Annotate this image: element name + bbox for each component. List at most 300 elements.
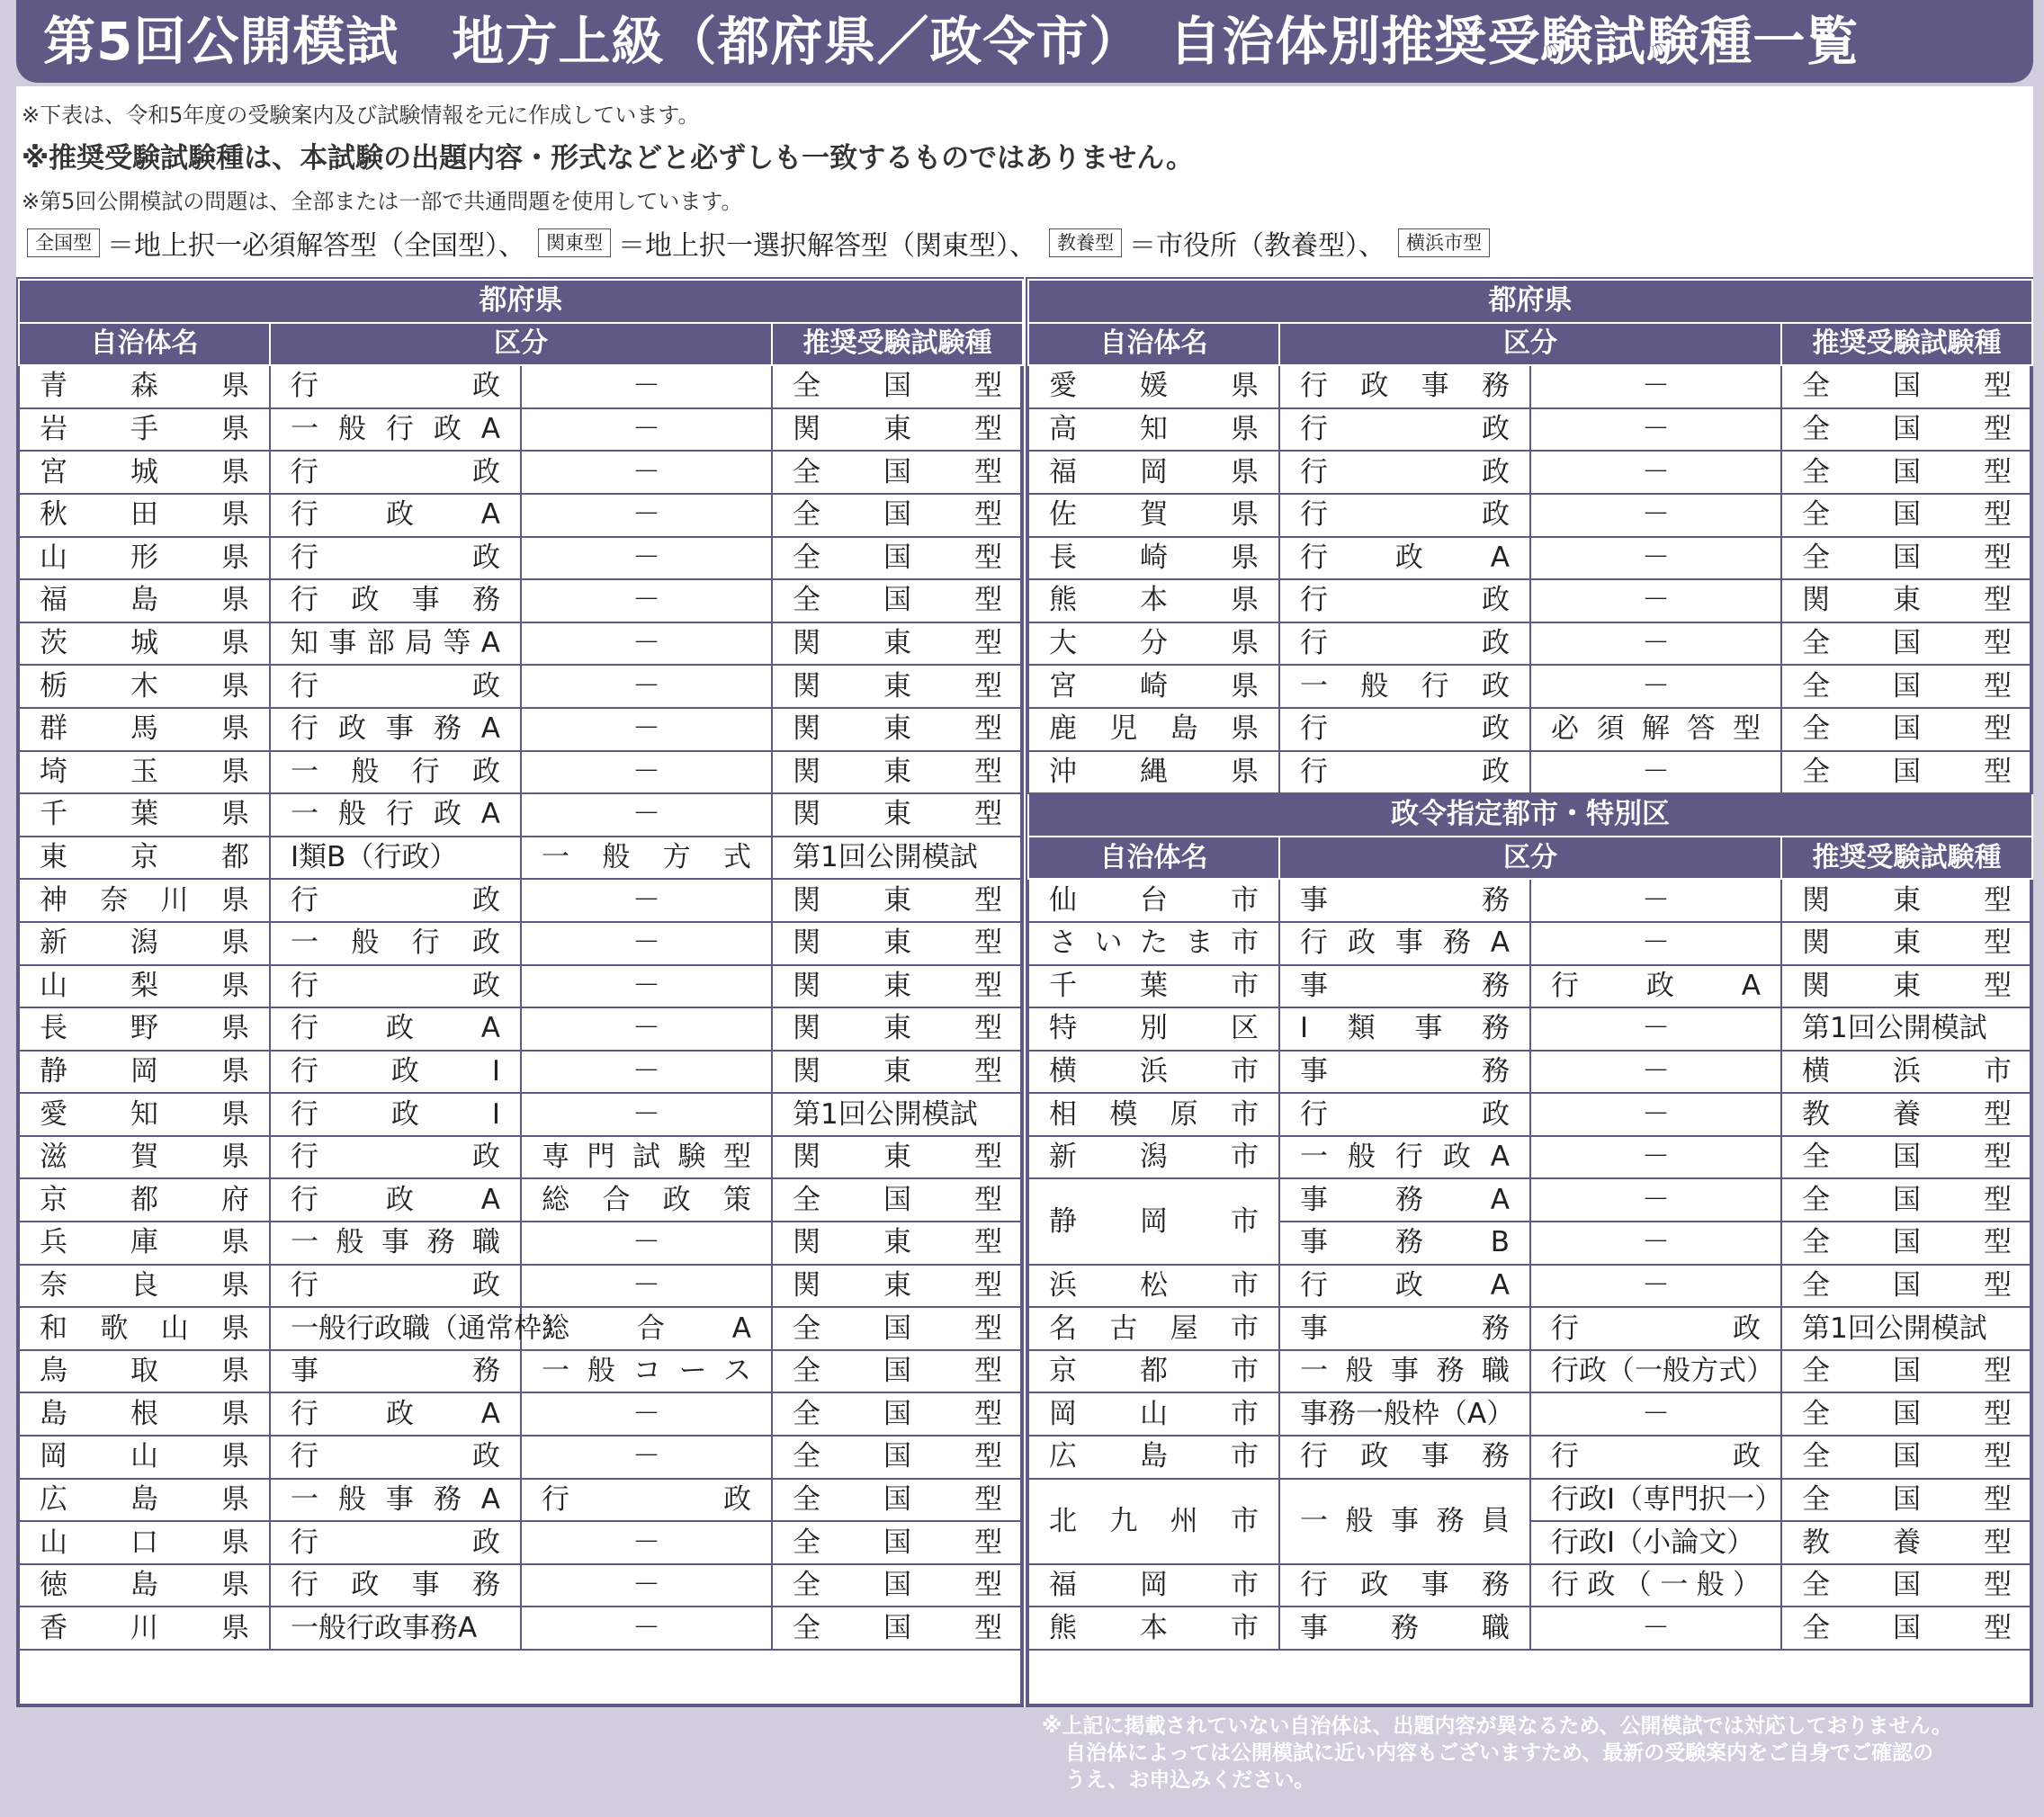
recommended-exam: 関東型 — [772, 1007, 1023, 1051]
division: 行政 — [270, 965, 521, 1008]
division-sub: － — [521, 451, 772, 494]
recommended-exam: 第1回公開模試 — [1781, 1307, 2032, 1350]
municipality-name: 新潟県 — [19, 922, 270, 965]
municipality-name: 島根県 — [19, 1392, 270, 1436]
division-sub: 行政A — [1530, 965, 1781, 1008]
recommended-exam: 関東型 — [772, 922, 1023, 965]
municipality-name: 和歌山県 — [19, 1307, 270, 1350]
recommended-exam: 関東型 — [772, 1265, 1023, 1308]
division: 行政 — [270, 537, 521, 580]
recommended-exam: 全国型 — [772, 1436, 1023, 1479]
municipality-name: 相模原市 — [1028, 1093, 1279, 1136]
division-sub: － — [521, 1392, 772, 1436]
division-sub: 行政Ⅰ（小論文） — [1530, 1521, 1781, 1564]
table-row — [19, 451, 1023, 494]
recommended-exam: 第1回公開模試 — [772, 1093, 1023, 1136]
division: 行政A — [270, 1007, 521, 1051]
table-row — [1028, 579, 2032, 622]
table-row — [1028, 1178, 2032, 1222]
division: 行政事務 — [1279, 1564, 1530, 1607]
table-row — [19, 1265, 1023, 1308]
division: 事務 — [1279, 1307, 1530, 1350]
division-sub: － — [1530, 494, 1781, 537]
col-header-recommended: 推奨受験試験種 — [772, 323, 1023, 366]
table-row — [1028, 1479, 2032, 1522]
table-row — [1028, 1564, 2032, 1607]
division: 行政 — [1279, 708, 1530, 751]
legend — [27, 223, 1497, 263]
table-row — [1028, 451, 2032, 494]
division-sub: － — [1530, 622, 1781, 666]
recommended-exam: 関東型 — [772, 1136, 1023, 1179]
table-row — [19, 1521, 1023, 1564]
division: 行政 — [1279, 494, 1530, 537]
table-row — [19, 879, 1023, 922]
municipality-name: 新潟市 — [1028, 1136, 1279, 1179]
division: 行政 — [1279, 1093, 1530, 1136]
table-row — [19, 922, 1023, 965]
division: 一般行政A — [270, 408, 521, 452]
municipality-name: 宮城県 — [19, 451, 270, 494]
table-row — [19, 1307, 1023, 1350]
division: 行政事務 — [1279, 365, 1530, 408]
division: 行政 — [270, 451, 521, 494]
recommended-exam: 全国型 — [772, 1178, 1023, 1222]
recommended-exam: 関東型 — [772, 751, 1023, 794]
municipality-name: 愛知県 — [19, 1093, 270, 1136]
recommended-exam: 全国型 — [772, 1521, 1023, 1564]
recommended-exam: 関東型 — [1781, 965, 2032, 1008]
legend-text-kanto: ＝地上択一選択解答型（関東型）、 — [618, 230, 1036, 262]
municipality-name: 熊本県 — [1028, 579, 1279, 622]
table-row — [1028, 1350, 2032, 1393]
table-row — [1028, 1607, 2032, 1650]
municipality-name: 高知県 — [1028, 408, 1279, 452]
recommended-exam: 全国型 — [1781, 1392, 2032, 1436]
division-sub: － — [521, 751, 772, 794]
municipality-name: 浜松市 — [1028, 1265, 1279, 1308]
division-sub: － — [521, 708, 772, 751]
table-row — [1028, 1392, 2032, 1436]
recommended-exam: 全国型 — [1781, 1479, 2032, 1522]
recommended-exam: 全国型 — [772, 1350, 1023, 1393]
municipality-name: 大分県 — [1028, 622, 1279, 666]
recommended-exam: 関東型 — [772, 965, 1023, 1008]
division-sub: － — [521, 793, 772, 837]
division: 行政事務 — [1279, 1436, 1530, 1479]
table-row — [19, 1178, 1023, 1222]
division-sub: － — [1530, 1093, 1781, 1136]
municipality-name: 栃木県 — [19, 665, 270, 708]
table-row — [1028, 537, 2032, 580]
division: 行政事務 — [270, 1564, 521, 1607]
division-sub: － — [1530, 1007, 1781, 1051]
municipality-name: 仙台市 — [1028, 879, 1279, 922]
recommended-exam: 関東型 — [1781, 922, 2032, 965]
division: 一般行政A — [270, 793, 521, 837]
table-row — [19, 1136, 1023, 1179]
municipality-name: 岡山市 — [1028, 1392, 1279, 1436]
division: 一般事務職 — [1279, 1350, 1530, 1393]
municipality-name: 福島県 — [19, 579, 270, 622]
col-header-recommended-right: 推奨受験試験種 — [1781, 323, 2032, 366]
recommended-exam: 全国型 — [1781, 751, 2032, 794]
section-header-city: 政令指定都市・特別区 — [1028, 793, 2032, 837]
division: 事務B — [1279, 1222, 1530, 1265]
recommended-exam: 全国型 — [1781, 1564, 2032, 1607]
recommended-exam: 全国型 — [1781, 494, 2032, 537]
division: 一般行政職（通常枠） — [270, 1307, 521, 1350]
col-header-division-right: 区分 — [1279, 323, 1781, 366]
col-header-name: 自治体名 — [19, 323, 270, 366]
recommended-exam: 全国型 — [1781, 408, 2032, 452]
table-row — [1028, 1307, 2032, 1350]
division-sub: － — [1530, 1178, 1781, 1222]
col-header-name-city: 自治体名 — [1028, 837, 1279, 880]
table-row — [19, 793, 1023, 837]
table-row — [19, 1222, 1023, 1265]
municipality-name: 茨城県 — [19, 622, 270, 666]
table-row — [19, 837, 1023, 880]
recommended-exam: 教養型 — [1781, 1093, 2032, 1136]
division: 行政 — [1279, 622, 1530, 666]
municipality-name: 埼玉県 — [19, 751, 270, 794]
municipality-name: 長崎県 — [1028, 537, 1279, 580]
legend-text-kyoyo: ＝市役所（教養型）、 — [1129, 230, 1385, 262]
recommended-exam: 全国型 — [772, 365, 1023, 408]
division: 知事部局等A — [270, 622, 521, 666]
table-row — [19, 537, 1023, 580]
municipality-name: 徳島県 — [19, 1564, 270, 1607]
table-row — [19, 494, 1023, 537]
recommended-exam: 全国型 — [772, 494, 1023, 537]
division: 一般行政A — [1279, 1136, 1530, 1179]
table-row — [1028, 408, 2032, 452]
division-sub: － — [521, 922, 772, 965]
table-row — [1028, 494, 2032, 537]
division: 事務 — [1279, 879, 1530, 922]
table-row — [1028, 1093, 2032, 1136]
division: 行政 — [270, 1436, 521, 1479]
division-sub: － — [1530, 1607, 1781, 1650]
municipality-name: 山形県 — [19, 537, 270, 580]
municipality-name: 愛媛県 — [1028, 365, 1279, 408]
prefecture-table-left — [18, 279, 1024, 1651]
division: 一般行政事務A — [270, 1607, 521, 1650]
recommended-exam: 全国型 — [772, 1607, 1023, 1650]
division: 行政 — [270, 365, 521, 408]
table-row — [1028, 1436, 2032, 1479]
division: 行政 — [270, 879, 521, 922]
municipality-name: 北九州市 — [1028, 1479, 1279, 1564]
division: 一般行政 — [1279, 665, 1530, 708]
division: 事務 — [270, 1350, 521, 1393]
division: 行政A — [1279, 537, 1530, 580]
table-row — [19, 1564, 1023, 1607]
table-row — [1028, 708, 2032, 751]
recommended-exam: 関東型 — [772, 879, 1023, 922]
municipality-name: 群馬県 — [19, 708, 270, 751]
section-header-prefecture-right: 都府県 — [1028, 280, 2032, 323]
table-row — [19, 408, 1023, 452]
legend-box-yokohama: 横浜市型 — [1398, 228, 1490, 257]
table-row — [19, 1051, 1023, 1094]
table-row — [19, 1350, 1023, 1393]
recommended-exam: 全国型 — [772, 1392, 1023, 1436]
division-sub: － — [1530, 579, 1781, 622]
recommended-exam: 第1回公開模試 — [1781, 1007, 2032, 1051]
footer-line-1: ※上記に掲載されていない自治体は、出題内容が異なるため、公開模試では対応しておりません。 — [1042, 1714, 1952, 1738]
division-sub: － — [1530, 1136, 1781, 1179]
division-sub: － — [521, 1093, 772, 1136]
table-row — [1028, 365, 2032, 408]
municipality-name: 兵庫県 — [19, 1222, 270, 1265]
division: Ⅰ類B（行政） — [270, 837, 521, 880]
recommended-exam: 全国型 — [772, 537, 1023, 580]
division-sub: － — [521, 965, 772, 1008]
division-sub: 総合A — [521, 1307, 772, 1350]
recommended-exam: 全国型 — [1781, 622, 2032, 666]
table-row — [19, 1607, 1023, 1650]
table-row — [19, 1007, 1023, 1051]
table-row — [19, 708, 1023, 751]
recommended-exam: 関東型 — [1781, 579, 2032, 622]
recommended-exam: 関東型 — [772, 622, 1023, 666]
municipality-name: 千葉市 — [1028, 965, 1279, 1008]
municipality-name: 山梨県 — [19, 965, 270, 1008]
prefecture-city-table-right — [1027, 279, 2033, 1651]
division: 事務 — [1279, 965, 1530, 1008]
municipality-name: 福岡県 — [1028, 451, 1279, 494]
legend-box-kyoyo: 教養型 — [1049, 228, 1122, 257]
municipality-name: 千葉県 — [19, 793, 270, 837]
division-sub: 行政 — [521, 1479, 772, 1522]
division-sub: － — [1530, 751, 1781, 794]
municipality-name: 京都市 — [1028, 1350, 1279, 1393]
table-row — [1028, 665, 2032, 708]
municipality-name: 静岡県 — [19, 1051, 270, 1094]
municipality-name: 横浜市 — [1028, 1051, 1279, 1094]
recommended-exam: 全国型 — [1781, 537, 2032, 580]
division: 事務 — [1279, 1051, 1530, 1094]
division: 行政 — [1279, 579, 1530, 622]
municipality-name: 鳥取県 — [19, 1350, 270, 1393]
municipality-name: 広島市 — [1028, 1436, 1279, 1479]
municipality-name: 宮崎県 — [1028, 665, 1279, 708]
division-sub: － — [521, 1265, 772, 1308]
recommended-exam: 関東型 — [772, 708, 1023, 751]
division-sub: － — [1530, 1265, 1781, 1308]
division-sub: 総合政策 — [521, 1178, 772, 1222]
division-sub: 専門試験型 — [521, 1136, 772, 1179]
division-sub: － — [521, 665, 772, 708]
recommended-exam: 全国型 — [1781, 1222, 2032, 1265]
section-header-prefecture: 都府県 — [19, 280, 1023, 323]
division-sub: － — [1530, 408, 1781, 452]
col-header-division: 区分 — [270, 323, 772, 366]
municipality-name: 沖縄県 — [1028, 751, 1279, 794]
table-row — [19, 579, 1023, 622]
recommended-exam: 教養型 — [1781, 1521, 2032, 1564]
division-sub: 行政（一般） — [1530, 1564, 1781, 1607]
municipality-name: 福岡市 — [1028, 1564, 1279, 1607]
municipality-name: 東京都 — [19, 837, 270, 880]
municipality-name: 鹿児島県 — [1028, 708, 1279, 751]
recommended-exam: 関東型 — [772, 1051, 1023, 1094]
footer-line-2: 自治体によっては公開模試に近い内容もございますため、最新の受験案内をご自身でご確認の — [1065, 1741, 1934, 1765]
table-row — [1028, 751, 2032, 794]
division-sub: － — [521, 1564, 772, 1607]
division: 一般行政 — [270, 751, 521, 794]
division: 行政 — [270, 665, 521, 708]
table-row — [19, 665, 1023, 708]
municipality-name: さいたま市 — [1028, 922, 1279, 965]
division: 行政A — [270, 1392, 521, 1436]
division: 行政 — [1279, 451, 1530, 494]
recommended-exam: 全国型 — [1781, 665, 2032, 708]
division: 行政 — [1279, 408, 1530, 452]
division: 行政事務 — [270, 579, 521, 622]
recommended-exam: 全国型 — [1781, 365, 2032, 408]
legend-text-zenkoku: ＝地上択一必須解答型（全国型）、 — [107, 230, 525, 262]
table-row — [19, 751, 1023, 794]
division-sub: 行政 — [1530, 1307, 1781, 1350]
division: 行政 — [1279, 751, 1530, 794]
recommended-exam: 関東型 — [772, 408, 1023, 452]
footer-line-3: うえ、お申込みください。 — [1065, 1768, 1315, 1792]
recommended-exam: 全国型 — [1781, 1607, 2032, 1650]
division: 一般事務員 — [1279, 1479, 1530, 1564]
footer-note — [1042, 1713, 1952, 1794]
division-sub: 必須解答型 — [1530, 708, 1781, 751]
recommended-exam: 全国型 — [1781, 708, 2032, 751]
division-sub: － — [1530, 537, 1781, 580]
division-sub: － — [521, 408, 772, 452]
municipality-name: 岩手県 — [19, 408, 270, 452]
recommended-exam: 全国型 — [1781, 1436, 2032, 1479]
table-row — [1028, 922, 2032, 965]
division-sub: － — [521, 365, 772, 408]
recommended-exam: 全国型 — [772, 579, 1023, 622]
division-sub: 一般方式 — [521, 837, 772, 880]
division: 事務A — [1279, 1178, 1530, 1222]
table-row — [1028, 879, 2032, 922]
municipality-name: 静岡市 — [1028, 1178, 1279, 1264]
division: 行政 — [270, 1265, 521, 1308]
division-sub: － — [1530, 365, 1781, 408]
division: 行政A — [270, 1178, 521, 1222]
division-sub: － — [1530, 879, 1781, 922]
table-row — [19, 622, 1023, 666]
municipality-name: 長野県 — [19, 1007, 270, 1051]
division: 一般行政 — [270, 922, 521, 965]
table-row — [1028, 1051, 2032, 1094]
municipality-name: 熊本市 — [1028, 1607, 1279, 1650]
page-title: 第5回公開模試 地方上級（都府県／政令市） 自治体別推奨受験試験種一覧 — [16, 0, 2033, 83]
division: Ⅰ類事務 — [1279, 1007, 1530, 1051]
municipality-name: 佐賀県 — [1028, 494, 1279, 537]
municipality-name: 京都府 — [19, 1178, 270, 1222]
note-common-questions: ※第5回公開模試の問題は、全部または一部で共通問題を使用しています。 — [22, 189, 743, 214]
legend-box-zenkoku: 全国型 — [27, 228, 100, 257]
table-row — [19, 1479, 1023, 1522]
table-row — [1028, 965, 2032, 1008]
division-sub: － — [521, 1222, 772, 1265]
note-source: ※下表は、令和5年度の受験案内及び試験情報を元に作成しています。 — [22, 103, 700, 128]
municipality-name: 広島県 — [19, 1479, 270, 1522]
division-sub: － — [521, 1436, 772, 1479]
recommended-exam: 関東型 — [772, 793, 1023, 837]
division: 行政事務A — [270, 708, 521, 751]
municipality-name: 名古屋市 — [1028, 1307, 1279, 1350]
division: 事務一般枠（A） — [1279, 1392, 1530, 1436]
division: 行政Ⅰ — [270, 1051, 521, 1094]
division-sub: － — [521, 537, 772, 580]
division-sub: － — [521, 1521, 772, 1564]
division: 行政 — [270, 1136, 521, 1179]
division-sub: － — [521, 579, 772, 622]
division-sub: － — [521, 879, 772, 922]
division: 行政 — [270, 1521, 521, 1564]
recommended-exam: 全国型 — [1781, 1265, 2032, 1308]
municipality-name: 岡山県 — [19, 1436, 270, 1479]
table-row — [1028, 1265, 2032, 1308]
recommended-exam: 関東型 — [772, 665, 1023, 708]
municipality-name: 青森県 — [19, 365, 270, 408]
recommended-exam: 全国型 — [772, 1307, 1023, 1350]
table-row — [19, 365, 1023, 408]
recommended-exam: 関東型 — [772, 1222, 1023, 1265]
recommended-exam: 全国型 — [1781, 1136, 2032, 1179]
legend-box-kanto: 関東型 — [538, 228, 611, 257]
municipality-name: 奈良県 — [19, 1265, 270, 1308]
division-sub: － — [521, 1007, 772, 1051]
table-row — [19, 965, 1023, 1008]
division: 一般事務職 — [270, 1222, 521, 1265]
col-header-name-right: 自治体名 — [1028, 323, 1279, 366]
division-sub: － — [521, 1051, 772, 1094]
division-sub: － — [1530, 451, 1781, 494]
division-sub: 行政Ⅰ（専門択一） — [1530, 1479, 1781, 1522]
table-row — [19, 1436, 1023, 1479]
division-sub: － — [1530, 1392, 1781, 1436]
municipality-name: 神奈川県 — [19, 879, 270, 922]
municipality-name: 香川県 — [19, 1607, 270, 1650]
table-row — [1028, 1136, 2032, 1179]
table-row — [1028, 622, 2032, 666]
recommended-exam: 第1回公開模試 — [772, 837, 1023, 880]
municipality-name: 秋田県 — [19, 494, 270, 537]
recommended-exam: 全国型 — [772, 1479, 1023, 1522]
division-sub: － — [1530, 1051, 1781, 1094]
recommended-exam: 全国型 — [772, 451, 1023, 494]
municipality-name: 滋賀県 — [19, 1136, 270, 1179]
recommended-exam: 横浜市 — [1781, 1051, 2032, 1094]
recommended-exam: 全国型 — [772, 1564, 1023, 1607]
recommended-exam: 全国型 — [1781, 451, 2032, 494]
table-row — [19, 1093, 1023, 1136]
division: 事務職 — [1279, 1607, 1530, 1650]
division: 行政Ⅰ — [270, 1093, 521, 1136]
division-sub: － — [521, 1607, 772, 1650]
municipality-name: 山口県 — [19, 1521, 270, 1564]
recommended-exam: 全国型 — [1781, 1178, 2032, 1222]
division-sub: 一般コース — [521, 1350, 772, 1393]
table-row — [1028, 1007, 2032, 1051]
division-sub: － — [1530, 1222, 1781, 1265]
division-sub: 行政 — [1530, 1436, 1781, 1479]
col-header-recommended-city: 推奨受験試験種 — [1781, 837, 2032, 880]
